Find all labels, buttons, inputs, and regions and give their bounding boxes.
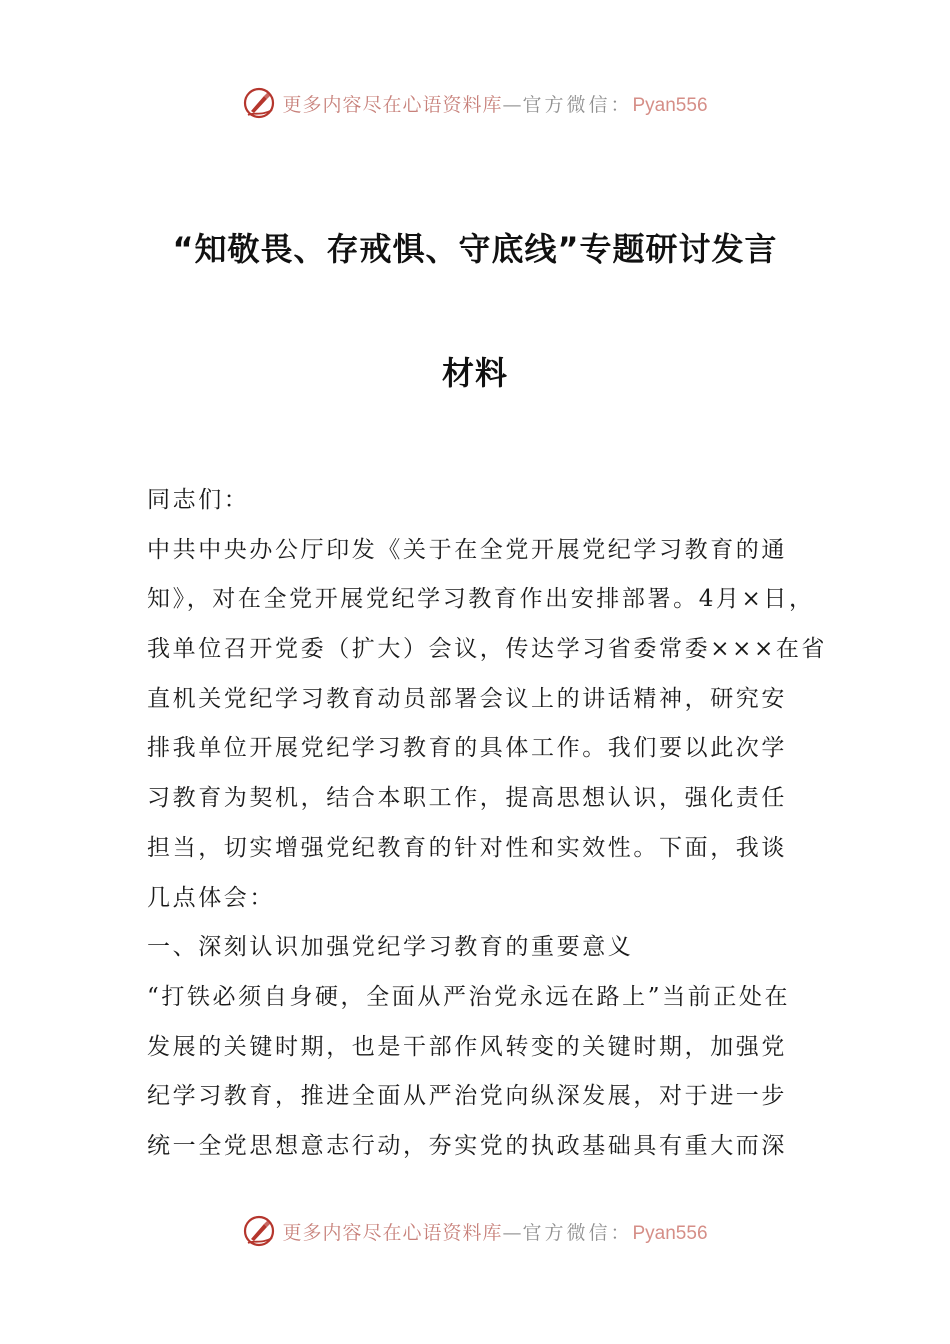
- watermark-brand: 更多内容尽在心语资料库: [282, 93, 503, 116]
- document-body: [147, 476, 828, 1172]
- body-line: 排我单位开展党纪学习教育的具体工作。我们要以此次学: [147, 735, 787, 762]
- body-line: 同志们：: [147, 487, 250, 513]
- watermark-separator: —: [502, 93, 523, 116]
- body-line: 发展的关键时期，也是干部作风转变的关键时期，加强党: [147, 1033, 787, 1060]
- body-line: 习教育为契机，结合本职工作，提高思想认识，强化责任: [147, 785, 787, 812]
- body-line: 统一全党思想意志行动，夯实党的执政基础具有重大而深: [147, 1132, 787, 1159]
- document-title-line-1: “知敬畏、存戒惧、守底线”专题研讨发言: [172, 230, 778, 268]
- body-line: 纪学习教育，推进全面从严治党向纵深发展，对于进一步: [147, 1083, 787, 1110]
- body-line: 几点体会：: [147, 884, 275, 911]
- watermark-wechat-label: 官方微信：: [522, 1221, 633, 1244]
- watermark-text: [282, 90, 707, 117]
- section-heading: 一、深刻认识加强党纪学习教育的重要意义: [147, 934, 634, 961]
- header-watermark: [0, 83, 950, 123]
- watermark-text: [282, 1218, 707, 1245]
- body-line: 直机关党纪学习教育动员部署会议上的讲话精神，研究安: [147, 685, 787, 712]
- body-line: 担当，切实增强党纪教育的针对性和实效性。下面，我谈: [147, 834, 787, 861]
- pen-seal-icon: [242, 86, 276, 120]
- footer-watermark: [0, 1211, 950, 1251]
- pen-seal-icon: [242, 1214, 276, 1248]
- body-line: “打铁必须自身硬，全面从严治党永远在路上”当前正处在: [147, 983, 791, 1010]
- watermark-wechat-id: Pyan556: [632, 1222, 708, 1244]
- document-title-line-2: 材料: [441, 354, 508, 392]
- body-line: 我单位召开党委（扩大）会议，传达学习省委常委×××在省: [147, 636, 828, 663]
- watermark-brand: 更多内容尽在心语资料库: [282, 1221, 503, 1244]
- watermark-wechat-label: 官方微信：: [522, 93, 633, 116]
- body-line: 中共中央办公厅印发《关于在全党开展党纪学习教育的通: [147, 536, 787, 563]
- body-line: 知》，对在全党开展党纪学习教育作出安排部署。4月×日，: [147, 586, 815, 613]
- watermark-wechat-id: Pyan556: [632, 94, 708, 116]
- watermark-separator: —: [502, 1221, 523, 1244]
